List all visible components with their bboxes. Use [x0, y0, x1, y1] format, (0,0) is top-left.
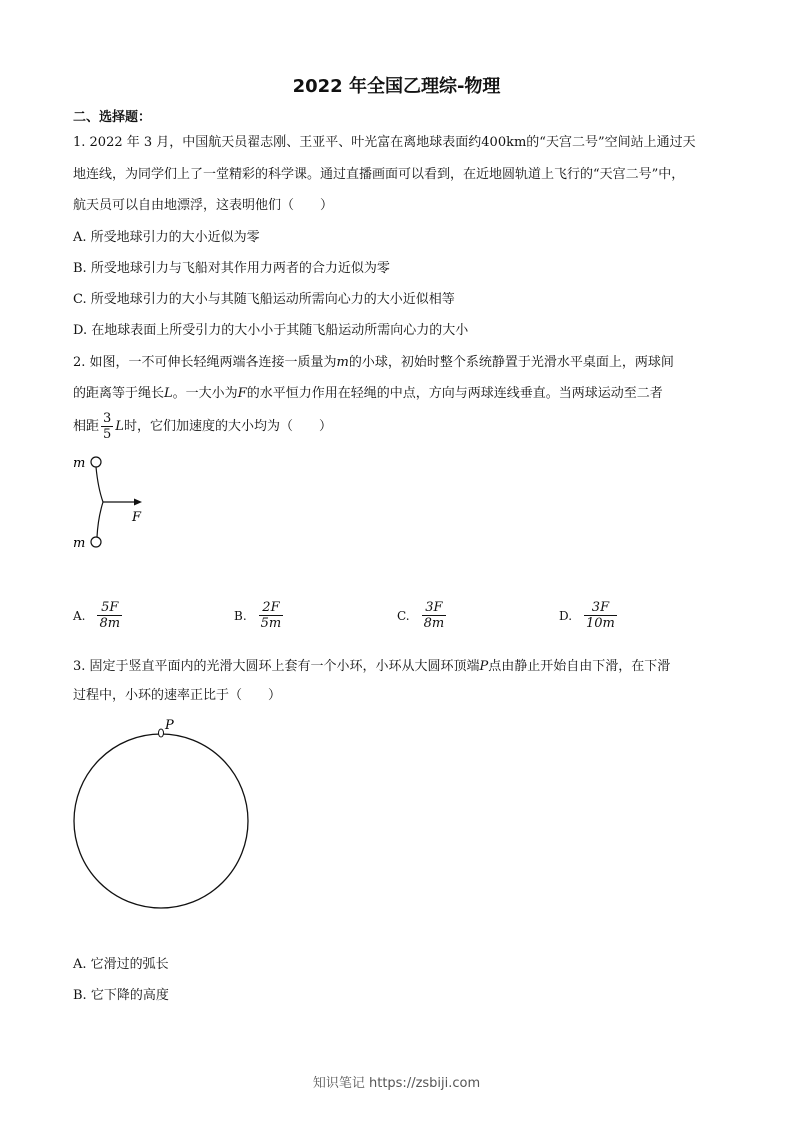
q2-option-c-fraction [422, 600, 447, 631]
q2-option-a-fraction [97, 600, 122, 631]
q3-line1 [73, 658, 670, 676]
q3-line1-start: 3. 固定于竖直平面内的光滑大圆环上套有一个小环，小环从大圆环顶端 [73, 659, 480, 674]
q2-option-d [559, 600, 619, 631]
q2-length-symbol: L [164, 386, 173, 401]
footer-watermark: 知识笔记 https://zsbiji.com [312, 1076, 481, 1091]
q2-length-symbol-2: L [115, 419, 124, 434]
q2-option-d-denominator: 10m [586, 616, 615, 631]
q3-point-symbol: P [479, 659, 489, 674]
rope [96, 467, 103, 537]
q2-option-d-numerator: 3F [584, 600, 617, 616]
q2-line1 [73, 354, 674, 372]
q1-line3: 航天员可以自由地漂浮，这表明他们（ ） [73, 198, 334, 213]
q2-option-b-numerator: 2F [259, 600, 284, 616]
q2-option-a-denominator: 8m [99, 616, 121, 631]
q2-line1-end: 的小球，初始时整个系统静置于光滑水平桌面上，两球间 [348, 355, 674, 370]
q2-option-b-fraction [259, 600, 284, 631]
q1-line1: 1. 2022 年 3 月，中国航天员翟志刚、王亚平、叶光富在离地球表面约400km的“天宫二号”空间站上通过天 [73, 135, 696, 150]
q3-line2: 过程中，小环的速率正比于（ ） [73, 688, 282, 703]
q1-option-b: B. 所受地球引力与飞船对其作用力两者的合力近似为零 [73, 261, 390, 276]
q2-option-b [234, 600, 285, 631]
q2-figure-mass-bottom: m [73, 536, 86, 551]
q2-line2-start: 的距离等于绳长 [73, 386, 165, 401]
q3-ring-figure [70, 712, 255, 912]
q3-option-b: B. 它下降的高度 [73, 988, 169, 1003]
q1-option-a: A. 所受地球引力的大小近似为零 [73, 230, 260, 245]
q2-rope-figure [70, 450, 160, 555]
q3-figure-point-label: P [165, 718, 174, 733]
q3-line1-end: 点由静止开始自由下滑，在下滑 [488, 659, 671, 674]
q2-distance-fraction [101, 411, 113, 442]
q2-line3-end: 时，它们加速度的大小均为（ ） [123, 419, 332, 434]
q2-line3 [73, 411, 332, 442]
q2-option-b-denominator: 5m [260, 616, 282, 631]
q2-option-c [397, 600, 448, 631]
q2-line2-end: 的水平恒力作用在轻绳的中点，方向与两球连线垂直。当两球运动至二者 [246, 386, 663, 401]
ball-top [91, 457, 101, 467]
q2-line3-start: 相距 [73, 419, 100, 434]
q1-option-d: D. 在地球表面上所受引力的大小小于其随飞船运动所需向心力的大小 [73, 323, 469, 338]
page-title: 2022 年全国乙理综-物理 [292, 76, 501, 97]
q2-option-b-label: B. [234, 608, 247, 623]
q2-option-c-numerator: 3F [422, 600, 447, 616]
q1-option-c: C. 所受地球引力的大小与其随飞船运动所需向心力的大小近似相等 [73, 292, 455, 307]
q2-figure-force-label: F [132, 510, 142, 525]
q3-option-a: A. 它滑过的弧长 [73, 957, 169, 972]
q2-option-a [73, 600, 124, 631]
q2-figure-mass-top: m [73, 456, 86, 471]
q2-fraction-numerator: 3 [103, 411, 112, 426]
q2-line1-start: 2. 如图，一不可伸长轻绳两端各连接一质量为 [73, 355, 337, 370]
ball-bottom [91, 537, 101, 547]
q2-option-a-label: A. [73, 608, 86, 623]
q2-fraction-denominator: 5 [103, 427, 112, 442]
force-arrow-head [134, 499, 142, 506]
q2-option-a-numerator: 5F [97, 600, 122, 616]
q1-line2: 地连线，为同学们上了一堂精彩的科学课。通过直播画面可以看到，在近地圆轨道上飞行的“天宫二号”中， [73, 167, 685, 182]
q2-mass-symbol: m [336, 355, 349, 370]
q2-option-c-label: C. [397, 608, 410, 623]
small-ring [159, 729, 164, 737]
q2-line2 [73, 385, 663, 403]
q2-option-d-label: D. [559, 608, 573, 623]
q2-option-d-fraction [584, 600, 617, 631]
large-ring [74, 734, 248, 908]
q2-option-c-denominator: 8m [423, 616, 445, 631]
q2-line2-mid: 。一大小为 [172, 386, 238, 401]
section-heading: 二、选择题： [73, 110, 152, 125]
q2-force-symbol: F [237, 386, 247, 401]
